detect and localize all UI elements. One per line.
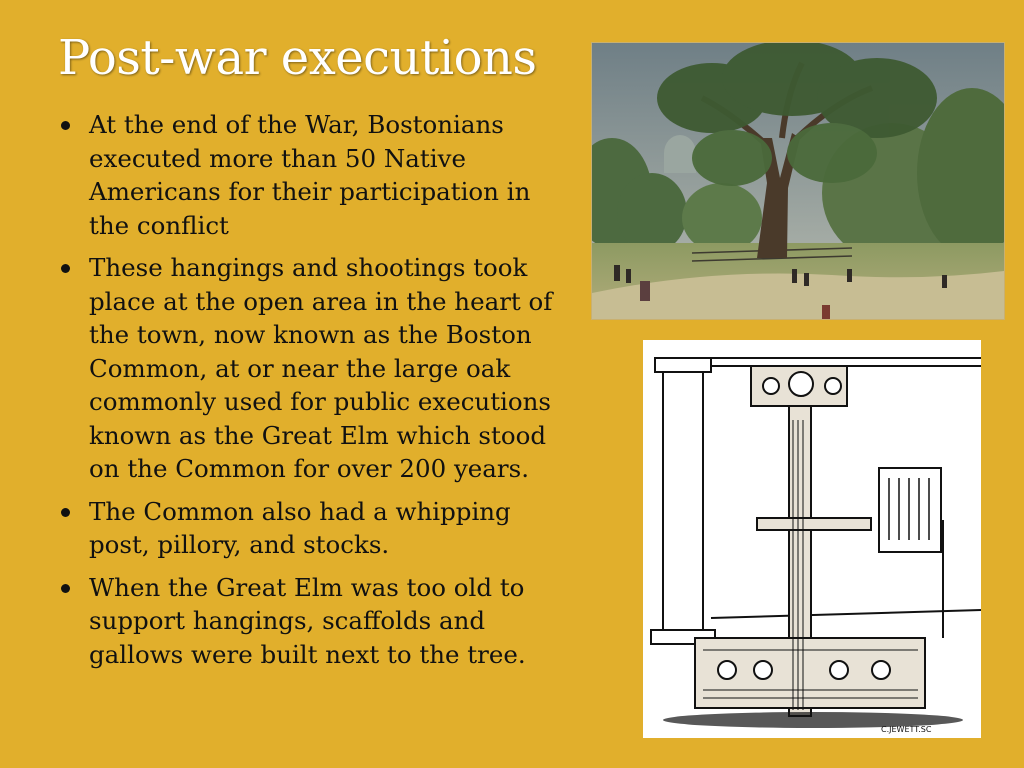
slide-title: Post-war executions	[58, 30, 537, 86]
bullet-item: These hangings and shootings took place at the open area in the heart of the town, now known as the Boston Common, at or near the large oak commonly used for public executions known as the Great Elm which stood on the Common for over 200 years.	[58, 251, 563, 486]
bullet-item: At the end of the War, Bostonians executed more than 50 Native Americans for their participation in the conflict	[58, 108, 563, 242]
svg-text:C.JEWETT.SC: C.JEWETT.SC	[881, 725, 932, 734]
bullet-item: When the Great Elm was too old to support hangings, scaffolds and gallows were built next to the tree.	[58, 571, 563, 672]
pillory-stocks-image	[643, 340, 981, 738]
bullet-item: The Common also had a whipping post, pillory, and stocks.	[58, 495, 563, 562]
great-elm-image	[591, 42, 1005, 320]
bullet-list	[58, 108, 563, 680]
